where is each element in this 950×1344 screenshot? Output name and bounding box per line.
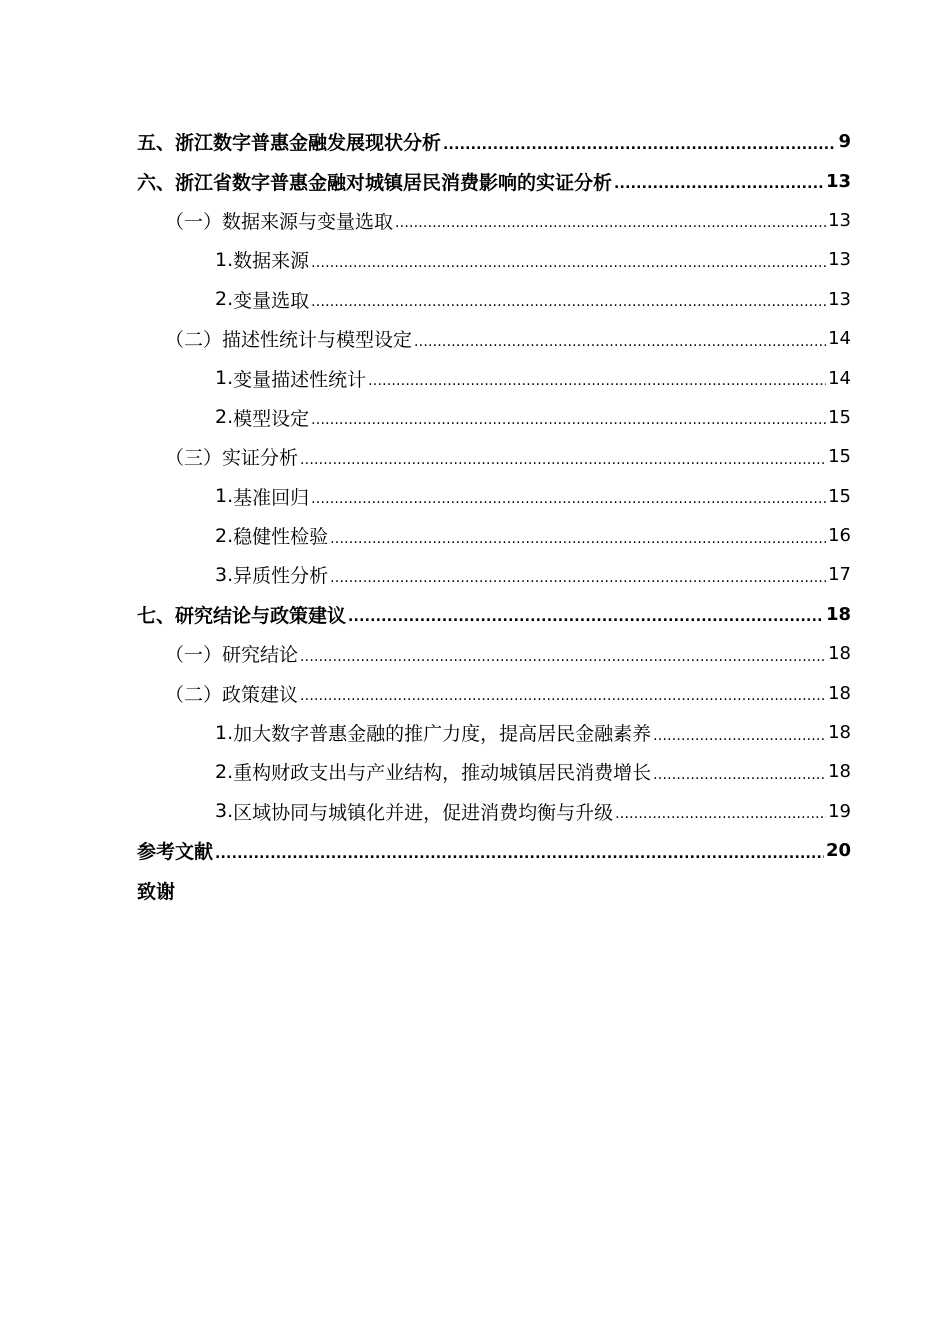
dot-leader [215,846,824,862]
toc-title: 浙江数字普惠金融发展现状分析 [175,132,442,155]
dot-leader [330,531,826,547]
toc-page-number: 13 [825,170,851,192]
toc-page-number: 9 [838,131,851,153]
toc-number: 五、 [137,132,176,155]
toc-entry[interactable] [137,122,851,161]
toc-number: （二） [165,329,223,352]
toc-entry[interactable] [137,477,851,516]
toc-number: 3. [215,800,234,823]
toc-entry[interactable] [137,161,851,200]
toc-page-number: 18 [828,682,851,704]
toc-title: 浙江省数字普惠金融对城镇居民消费影响的实证分析 [175,171,613,194]
toc-title: 重构财政支出与产业结构，推动城镇居民消费增长 [233,762,652,785]
toc-entry[interactable] [137,240,851,279]
toc-number: 3. [215,563,234,586]
toc-number: 七、 [137,604,176,627]
toc-page-number: 14 [828,328,851,350]
toc-entry[interactable] [137,280,851,319]
toc-entry[interactable] [137,713,851,752]
dot-leader [653,728,826,744]
toc-number: 六、 [137,171,176,194]
dot-leader [443,137,836,153]
toc-title: 变量选取 [233,289,310,312]
dot-leader [368,373,826,389]
toc-page-number: 18 [828,761,851,783]
dot-leader [414,334,826,350]
toc-number: （二） [165,683,223,706]
toc-title: 变量描述性统计 [233,368,367,391]
toc-title: 区域协同与城镇化并进，促进消费均衡与升级 [233,801,614,824]
toc-title: 研究结论 [222,644,299,667]
toc-entry[interactable] [137,673,851,712]
toc-number: 1. [215,485,234,508]
dot-leader [330,570,826,586]
toc-number: 1. [215,721,234,744]
toc-page-number: 16 [828,525,851,547]
toc-title: 基准回归 [233,486,310,509]
toc-number: 2. [215,760,234,783]
toc-page-number: 19 [828,800,851,822]
table-of-contents [137,122,851,910]
toc-number: 1. [215,248,234,271]
toc-entry[interactable] [137,319,851,358]
dot-leader [311,255,826,271]
toc-title: 致谢 [137,880,176,903]
toc-title: 描述性统计与模型设定 [222,329,413,352]
toc-number: 2. [215,406,234,429]
toc-number: （一） [165,644,223,667]
toc-page-number: 15 [828,485,851,507]
dot-leader [300,452,826,468]
toc-title: 研究结论与政策建议 [175,604,347,627]
toc-page-number: 13 [828,288,851,310]
toc-title: 异质性分析 [233,565,329,588]
dot-leader [300,649,826,665]
toc-page-number: 15 [828,406,851,428]
toc-number: 1. [215,367,234,390]
toc-entry[interactable] [137,398,851,437]
toc-title: 参考文献 [137,841,214,864]
toc-page-number: 18 [828,643,851,665]
dot-leader [614,176,824,192]
toc-page-number: 20 [825,840,851,862]
toc-number: （三） [165,447,223,470]
toc-entry[interactable] [137,595,851,634]
toc-page-number: 17 [828,564,851,586]
toc-entry[interactable] [137,792,851,831]
toc-entry[interactable] [137,634,851,673]
toc-entry-references[interactable] [137,831,851,870]
toc-title: 模型设定 [233,407,310,430]
toc-title: 数据来源与变量选取 [222,210,394,233]
toc-page-number: 18 [828,722,851,744]
toc-entry[interactable] [137,437,851,476]
toc-entry[interactable] [137,201,851,240]
toc-number: （一） [165,210,223,233]
toc-number: 2. [215,524,234,547]
dot-leader [653,767,826,783]
dot-leader [395,215,826,231]
toc-page-number: 15 [828,446,851,468]
toc-title: 政策建议 [222,683,299,706]
dot-leader [615,806,826,822]
toc-entry[interactable] [137,516,851,555]
toc-entry-acknowledgements[interactable] [137,870,851,909]
toc-title: 实证分析 [222,447,299,470]
toc-page-number: 14 [828,367,851,389]
dot-leader [300,688,826,704]
toc-entry[interactable] [137,358,851,397]
toc-title: 数据来源 [233,250,310,273]
toc-number: 2. [215,288,234,311]
toc-page-number: 13 [828,209,851,231]
toc-entry[interactable] [137,555,851,594]
dot-leader [348,609,824,625]
toc-title: 加大数字普惠金融的推广力度，提高居民金融素养 [233,723,652,746]
toc-page-number: 13 [828,249,851,271]
toc-page-number: 18 [825,603,851,625]
toc-title: 稳健性检验 [233,526,329,549]
dot-leader [311,412,826,428]
dot-leader [311,491,826,507]
dot-leader [311,294,826,310]
toc-entry[interactable] [137,752,851,791]
